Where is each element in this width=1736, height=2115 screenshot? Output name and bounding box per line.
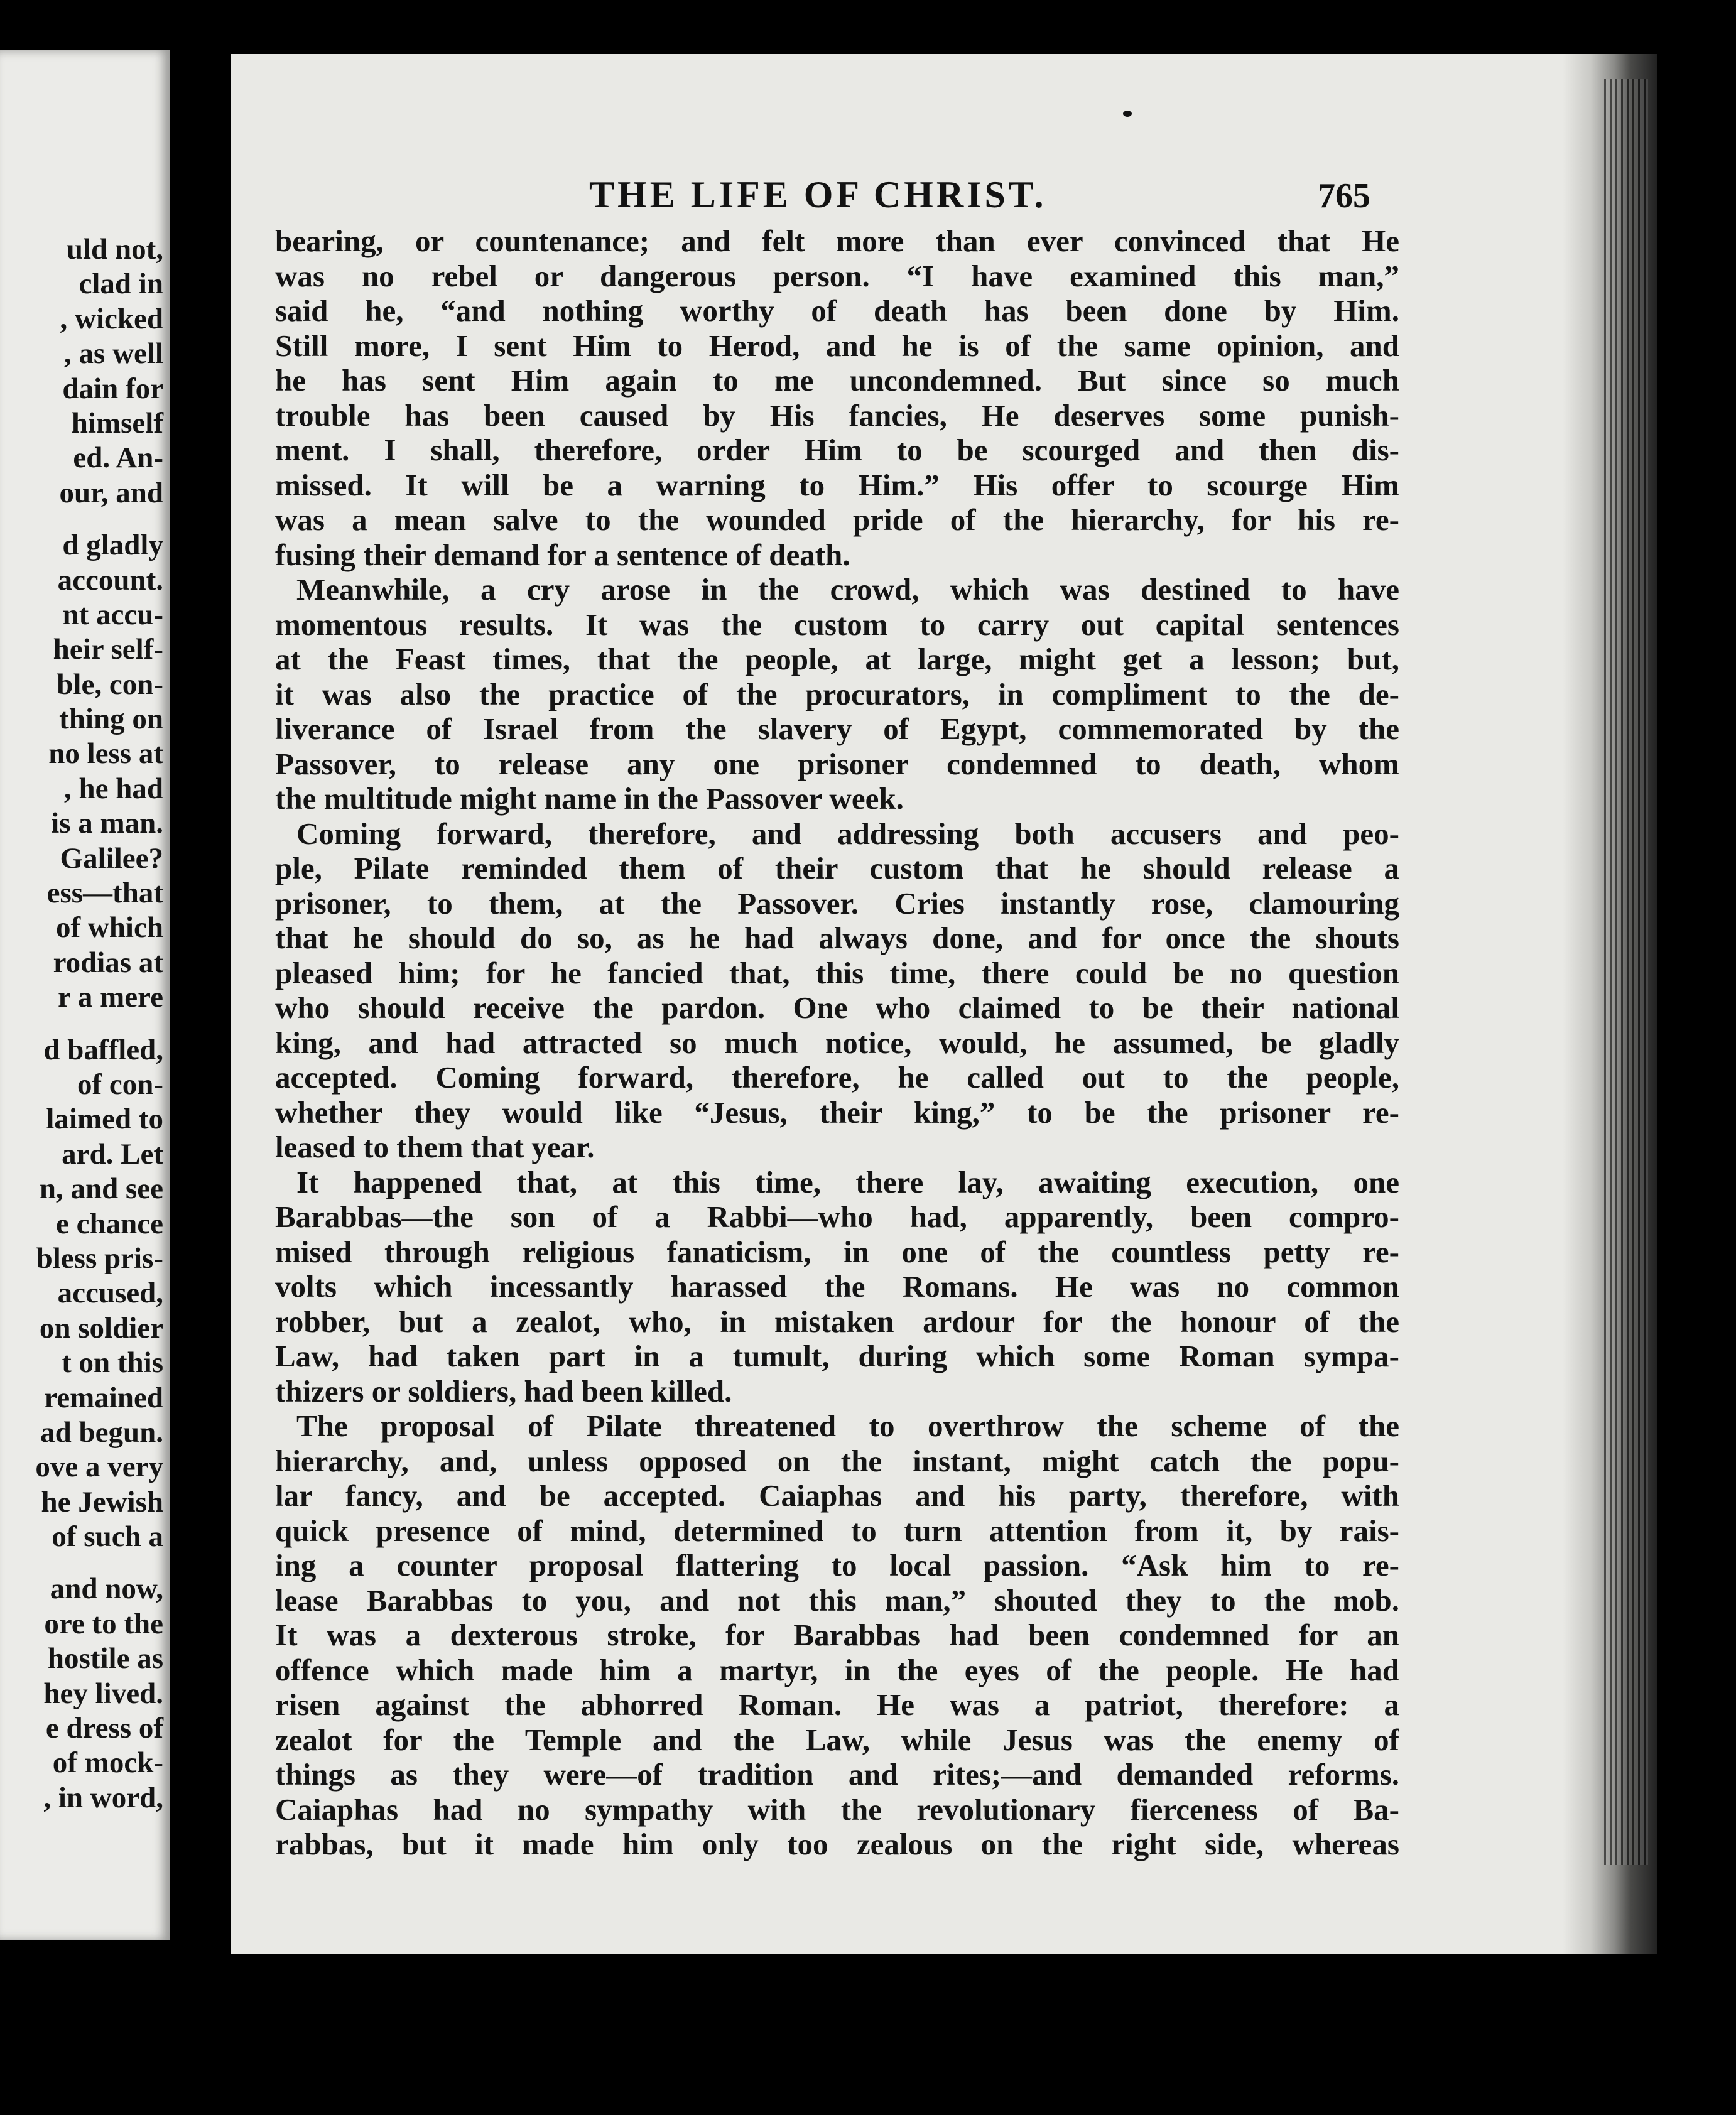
text-line: was a mean salve to the wounded pride of the hierarchy, for his re- — [275, 502, 1399, 537]
text-line: prisoner, to them, at the Passover. Cries instantly rose, clamouring — [275, 885, 1399, 921]
text-line: who should receive the pardon. One who claimed to be their national — [275, 990, 1399, 1025]
text-line: Law, had taken part in a tumult, during which some Roman sympa- — [275, 1339, 1399, 1373]
text-line: accepted. Coming forward, therefore, he called out to the people, — [275, 1060, 1399, 1095]
text-line: robber, but a zealot, who, in mistaken ardour for the honour of the — [275, 1304, 1399, 1339]
left-line: , in word, — [43, 1781, 163, 1814]
text-line: liverance of Israel from the slavery of Egypt, commemorated by the — [275, 711, 1399, 746]
left-line: ard. Let — [62, 1137, 163, 1171]
page-edge-stack — [1563, 54, 1657, 1954]
left-line: d gladly — [62, 529, 163, 562]
text-line: rabbas, but it made him only too zealous on the right side, whereas — [275, 1827, 1399, 1861]
text-line: It happened that, at this time, there lay, awaiting execution, one — [296, 1164, 1399, 1199]
left-line: is a man. — [51, 807, 163, 840]
text-line: ing a counter proposal flattering to local passion. “Ask him to re- — [275, 1548, 1399, 1582]
text-line: whether they would like “Jesus, their king,” to be the prisoner re- — [275, 1095, 1399, 1130]
left-line: rodias at — [53, 946, 163, 979]
page-number: 765 — [1318, 176, 1370, 215]
previous-page-fragment — [0, 50, 170, 1940]
left-line: ove a very — [35, 1451, 163, 1484]
text-line: trouble has been caused by His fancies, He deserves some punish- — [275, 398, 1399, 433]
text-line: lar fancy, and be accepted. Caiaphas and his party, therefore, with — [275, 1478, 1399, 1513]
left-line: on soldier — [39, 1311, 163, 1344]
left-line: uld not, — [66, 233, 163, 266]
left-line: accused, — [57, 1277, 163, 1310]
left-line: of con- — [77, 1068, 163, 1101]
text-line: hierarchy, and, unless opposed on the instant, might catch the popu- — [275, 1443, 1399, 1478]
book-gutter — [170, 44, 232, 1953]
running-title: THE LIFE OF CHRIST. — [589, 174, 1047, 215]
text-line: he has sent Him again to me uncondemned. But since so much — [275, 363, 1399, 398]
running-head — [231, 173, 1625, 217]
left-line: heir self- — [53, 633, 163, 666]
left-line: laimed to — [46, 1103, 163, 1136]
text-line: at the Feast times, that the people, at large, might get a lesson; but, — [275, 642, 1399, 676]
left-line: bless pris- — [36, 1241, 163, 1275]
left-line: of which — [55, 911, 163, 944]
left-line: our, and — [59, 476, 163, 509]
text-line: ple, Pilate reminded them of their custom that he should release a — [275, 851, 1399, 885]
left-line: hey lived. — [43, 1677, 163, 1710]
left-line: no less at — [48, 737, 163, 771]
left-line: , as well — [64, 337, 163, 371]
left-line: of mock- — [52, 1746, 163, 1780]
left-line: d baffled, — [43, 1033, 163, 1066]
text-line: Caiaphas had no sympathy with the revolutionary fierceness of Ba- — [275, 1792, 1399, 1827]
previous-page-text — [0, 232, 163, 1815]
text-line: pleased him; for he fancied that, this time, there could be no question — [275, 955, 1399, 990]
text-line: thizers or soldiers, had been killed. — [275, 1373, 732, 1409]
left-line: , wicked — [60, 302, 163, 335]
left-line: he Jewish — [41, 1485, 163, 1518]
left-line: and now, — [50, 1572, 163, 1606]
text-line: the multitude might name in the Passover week. — [275, 781, 904, 816]
left-line: , he had — [63, 772, 163, 805]
text-line: momentous results. It was the custom to carry out capital sentences — [275, 607, 1399, 642]
text-line: fusing their demand for a sentence of death. — [275, 537, 850, 572]
left-line: ad begun. — [40, 1415, 163, 1449]
left-line: nt accu- — [62, 598, 163, 631]
left-line: of such a — [52, 1520, 163, 1554]
text-line: Coming forward, therefore, and addressing both accusers and peo- — [296, 816, 1399, 851]
text-line: volts which incessantly harassed the Romans. He was no common — [275, 1269, 1399, 1304]
text-line: Passover, to release any one prisoner condemned to death, whom — [275, 746, 1399, 781]
left-line: dain for — [62, 372, 163, 405]
text-line: was no rebel or dangerous person. “I have examined this man,” — [275, 258, 1399, 293]
text-line: offence which made him a martyr, in the eyes of the people. He had — [275, 1652, 1399, 1687]
left-line: remained — [44, 1381, 163, 1414]
page-body-text — [275, 224, 1399, 1862]
left-line: ed. An- — [73, 441, 163, 475]
left-line: clad in — [79, 268, 163, 301]
left-line: thing on — [59, 703, 163, 736]
text-line: said he, “and nothing worthy of death has been done by Him. — [275, 293, 1399, 328]
text-line: king, and had attracted so much notice, would, he assumed, be gladly — [275, 1025, 1399, 1060]
ink-speck — [1123, 111, 1132, 117]
left-line: himself — [71, 406, 163, 440]
left-line: n, and see — [39, 1172, 163, 1206]
text-line: mised through religious fanaticism, in one of the countless petty re- — [275, 1234, 1399, 1269]
text-line: Still more, I sent Him to Herod, and he is of the same opinion, and — [275, 328, 1399, 363]
text-line: quick presence of mind, determined to turn attention from it, by rais- — [275, 1513, 1399, 1548]
text-line: it was also the practice of the procurators, in compliment to the de- — [275, 676, 1399, 711]
left-line: t on this — [62, 1346, 163, 1380]
text-line: zealot for the Temple and the Law, while Jesus was the enemy of — [275, 1722, 1399, 1757]
text-line: lease Barabbas to you, and not this man,” shouted they to the mob. — [275, 1582, 1399, 1618]
text-line: things as they were—of tradition and rites;—and demanded reforms. — [275, 1757, 1399, 1792]
left-line: hostile as — [47, 1642, 163, 1675]
left-line: e dress of — [45, 1712, 163, 1745]
text-line: missed. It will be a warning to Him.” His offer to scourge Him — [275, 467, 1399, 502]
text-line: leased to them that year. — [275, 1130, 595, 1164]
page-edge-lines — [1604, 79, 1648, 1865]
text-line: Meanwhile, a cry arose in the crowd, which was destined to have — [296, 572, 1399, 607]
left-line: ble, con- — [57, 668, 163, 701]
text-line: It was a dexterous stroke, for Barabbas had been condemned for an — [275, 1618, 1399, 1652]
book-page — [231, 54, 1657, 1954]
text-line: Barabbas—the son of a Rabbi—who had, apparently, been compro- — [275, 1199, 1399, 1234]
text-line: The proposal of Pilate threatened to overthrow the scheme of the — [296, 1409, 1399, 1443]
left-line: ess—that — [46, 877, 163, 910]
left-line: Galilee? — [60, 841, 163, 875]
left-line: account. — [57, 563, 163, 597]
text-line: risen against the abhorred Roman. He was a patriot, therefore: a — [275, 1687, 1399, 1722]
text-line: that he should do so, as he had always done, and for once the shouts — [275, 921, 1399, 955]
left-line: e chance — [56, 1207, 163, 1240]
text-line: bearing, or countenance; and felt more than ever convinced that He — [275, 224, 1399, 258]
left-line: r a mere — [58, 981, 163, 1014]
left-line: ore to the — [44, 1607, 163, 1640]
text-line: ment. I shall, therefore, order Him to be scourged and then dis- — [275, 433, 1399, 467]
